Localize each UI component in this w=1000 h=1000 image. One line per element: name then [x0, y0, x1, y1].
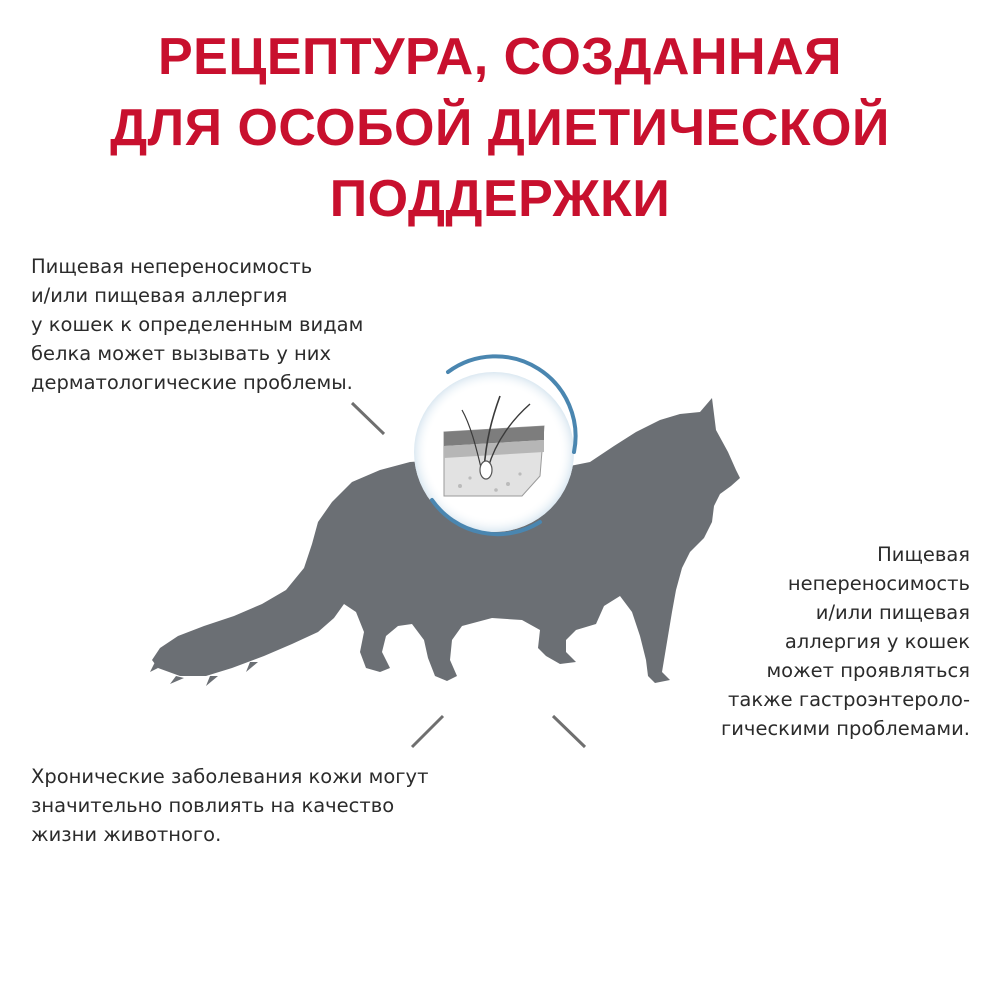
callout-rule-top-left — [30, 403, 384, 434]
callout-line: непереносимость — [787, 572, 970, 595]
callout-line: Хронические заболевания кожи могут — [31, 765, 429, 788]
callout-line: Пищевая — [877, 543, 970, 566]
callout-line: значительно повлиять на качество — [31, 794, 395, 817]
callout-rule-bottom-left — [30, 716, 443, 747]
callout-line: у кошек к определенным видам — [31, 313, 364, 336]
callout-text-right — [721, 540, 970, 743]
callout-line: Пищевая непереносимость — [31, 255, 313, 278]
callout-line: также гастроэнтероло- — [728, 688, 970, 711]
callout-line: аллергия у кошек — [784, 630, 970, 653]
headline-line: ПОДДЕРЖКИ — [329, 170, 671, 228]
callout-line: и/или пищевая — [815, 601, 970, 624]
callout-text-top-left — [31, 252, 363, 397]
callout-line: белка может вызывать у них — [31, 342, 332, 365]
callout-text-bottom-left — [31, 762, 428, 849]
callout-line: жизни животного. — [31, 823, 222, 846]
callout-line: дерматологические проблемы. — [31, 371, 353, 394]
callout-line: гическими проблемами. — [721, 717, 970, 740]
callout-line: и/или пищевая аллергия — [31, 284, 288, 307]
headline-line: РЕЦЕПТУРА, СОЗДАННАЯ — [158, 28, 842, 86]
skin-cross-section-icon — [414, 356, 576, 534]
headline-line: ДЛЯ ОСОБОЙ ДИЕТИЧЕСКОЙ — [110, 99, 890, 157]
callout-line: может проявляться — [766, 659, 970, 682]
